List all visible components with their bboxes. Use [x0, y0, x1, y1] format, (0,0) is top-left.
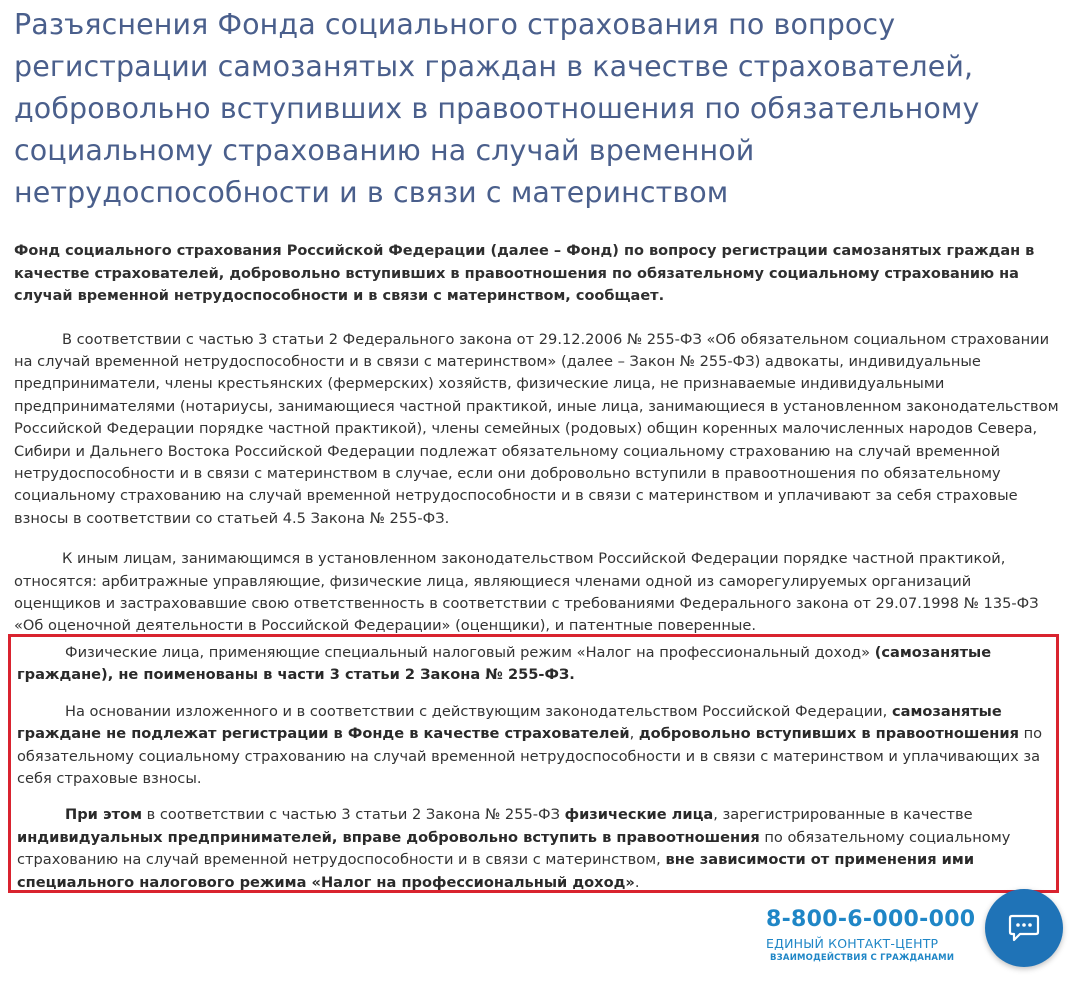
- chat-button[interactable]: [985, 889, 1063, 967]
- paragraph-3-text: Физические лица, применяющие специальный налоговый режим «Налог на профессиональный доход»: [65, 644, 875, 661]
- paragraph-5-bold-2: физические лица: [564, 806, 714, 824]
- highlighted-block: [8, 634, 1059, 893]
- contact-phone[interactable]: 8-800-6-000-000: [766, 907, 976, 932]
- paragraph-1: В соответствии с частью 3 статьи 2 Федерального закона от 29.12.2006 № 255-ФЗ «Об обязательном социальном страховании на случай временной нетрудоспособности и в связи с материнством» (далее – Закон № 255-ФЗ) адвокаты, индивидуальные предприниматели, члены крестьянских (фермерских) хозяйств, физические лица, не признаваемые индивидуальными предпринимателями (нотариусы, занимающиеся частной практикой, иные лица, занимающиеся в установленном законодательством Российской Федерации порядке частной практикой), члены семейных (родовых) общин коренных малочисленных народов Севера, Сибири и Дальнего Востока Российской Федерации подлежат обязательному социальному страхованию на случай временной нетрудоспособности и в связи с материнством в случае, если они добровольно вступили в правоотношения по обязательному социальному страхованию на случай временной нетрудоспособности и в связи с материнством и уплачивают за себя страховые взносы в соответствии со статьей 4.5 Закона № 255-ФЗ.: [14, 330, 1059, 527]
- contact-center: [766, 906, 976, 964]
- paragraph-5: [17, 804, 1051, 894]
- paragraph-4-text-2: ,: [629, 725, 639, 743]
- page-title: Разъяснения Фонда социального страхования по вопросу регистрации самозанятых граждан в качестве страхователей, добровольно вступивших в правоотношения по обязательному социальному страхованию на случай временной нетрудоспособности и в связи с материнством: [14, 8, 980, 209]
- paragraph-4: [17, 701, 1051, 791]
- article: [14, 0, 1062, 638]
- paragraph-4-bold-1: самозанятые граждане не подлежат регистрации в Фонде в качестве страхователей: [17, 702, 1002, 743]
- paragraph-4-text-1: На основании изложенного и в соответствии с действующим законодательством Российской Федерации,: [65, 702, 892, 720]
- paragraph-5-bold-3: индивидуальных предпринимателей, вправе добровольно вступить в правоотношения: [17, 828, 760, 846]
- contact-center-label: ЕДИНЫЙ КОНТАКТ-ЦЕНТР: [766, 936, 939, 951]
- paragraph-3-bold: (самозанятые граждане), не поименованы в части 3 статьи 2 Закона № 255-ФЗ.: [17, 644, 992, 684]
- paragraph-5-bold-4: вне зависимости от применения ими специального налогового режима «Налог на профессиональный доход»: [17, 851, 975, 891]
- paragraph-5-text-1: в соответствии с частью 3 статьи 2 Закона № 255-ФЗ: [142, 806, 565, 824]
- paragraph-3: [17, 642, 1051, 687]
- paragraph-5-text-2: , зарегистрированные в качестве: [713, 806, 973, 824]
- paragraph-5-bold-1: При этом: [65, 806, 143, 824]
- article-lead: Фонд социального страхования Российской Федерации (далее – Фонд) по вопросу регистрации самозанятых граждан в качестве страхователей, добровольно вступивших в правоотношения по обязательному социальному страхованию на случай временной нетрудоспособности и в связи с материнством, сообщает.: [14, 243, 1035, 304]
- contact-center-sublabel: ВЗАИМОДЕЙСТВИЯ С ГРАЖДАНАМИ: [770, 953, 955, 963]
- paragraph-4-bold-2: добровольно вступивших в правоотношения: [638, 725, 1019, 743]
- paragraph-2: К иным лицам, занимающимся в установленном законодательством Российской Федерации порядке частной практикой, относятся: арбитражные управляющие, физические лица, являющиеся членами одной из саморегулируемых организаций оценщиков и застраховавшие свою ответственность в соответствии с требованиями Федерального закона от 29.07.1998 № 135-ФЗ «Об оценочной деятельности в Российской Федерации» (оценщики), и патентные поверенные.: [14, 550, 1039, 635]
- paragraph-5-text-4: .: [634, 873, 640, 891]
- paragraph-5-text-3: по обязательному социальному страхованию на случай временной нетрудоспособности и в связи с материнством,: [17, 828, 1011, 869]
- paragraph-4-text-3: по обязательному социальному страхованию на случай временной нетрудоспособности и в связи с материнством и уплачивающих за себя страховые взносы.: [17, 725, 1043, 788]
- chat-bubble-icon: [1008, 913, 1040, 943]
